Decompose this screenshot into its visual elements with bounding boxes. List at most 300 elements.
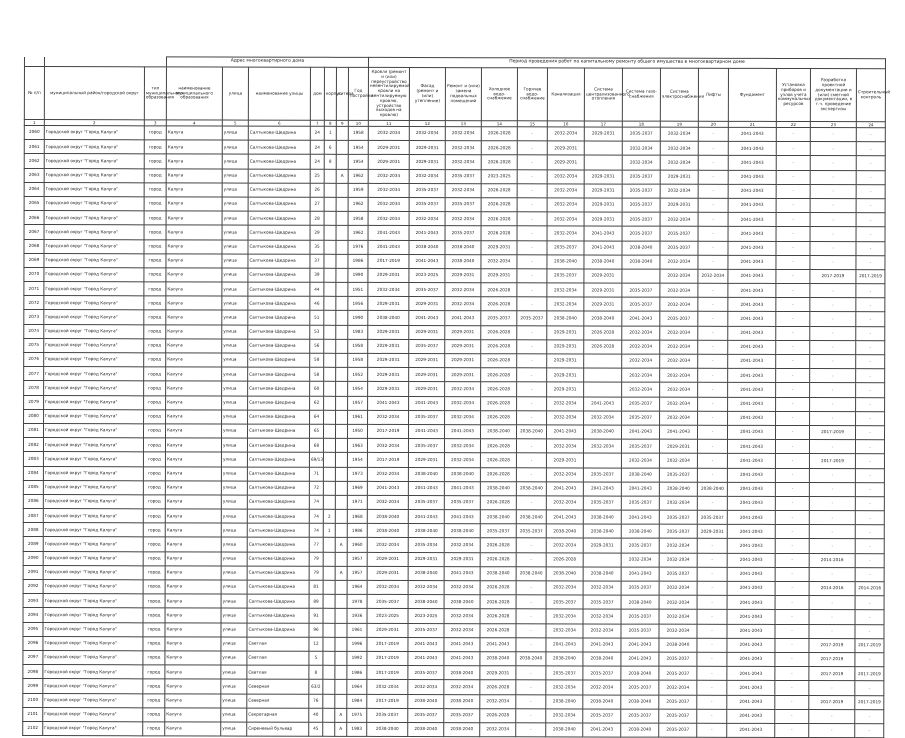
table-cell: 2032-2034	[546, 581, 583, 595]
table-cell: -	[698, 141, 728, 155]
table-cell: 96	[309, 623, 323, 637]
table-cell: 2038-2040	[584, 255, 622, 269]
column-header: Ремонт и (или) замена подвальных помещений	[445, 68, 481, 121]
table-cell: 2038-2040	[546, 567, 583, 581]
table-cell: город	[144, 254, 166, 268]
table-cell: -	[698, 184, 728, 198]
table-cell: город	[144, 282, 166, 296]
table-cell: 2029-2031	[584, 297, 622, 311]
table-cell	[335, 467, 347, 481]
table-cell: 2074	[24, 324, 44, 338]
table-cell: 2035-2037	[367, 708, 408, 722]
table-cell: 2035-2037	[621, 609, 659, 623]
table-cell: 2038-2040	[659, 482, 697, 496]
table-cell: 2029-2031	[660, 170, 698, 184]
table-cell: город	[144, 140, 166, 154]
table-cell: -	[517, 354, 547, 368]
table-cell	[324, 325, 336, 339]
table-cell: -	[517, 340, 547, 354]
table-cell: 1984	[347, 694, 367, 708]
table-cell	[323, 552, 335, 566]
table-cell: 35	[310, 240, 324, 254]
table-cell: А	[335, 538, 347, 552]
table-cell: 1958	[348, 339, 368, 353]
table-cell: 2035-2034	[408, 538, 444, 552]
table-cell: 2041-2043	[727, 581, 775, 595]
table-cell: 2064	[24, 182, 44, 196]
table-cell: 2041-2043	[546, 482, 583, 496]
table-cell: 12	[309, 637, 323, 651]
table-cell: 2032-2034	[368, 126, 409, 140]
table-cell: город	[144, 268, 166, 282]
table-cell: город	[144, 367, 166, 381]
table-cell: Северная	[247, 679, 309, 693]
column-header: № п/п	[24, 67, 44, 120]
table-cell	[323, 623, 335, 637]
table-cell: 2032-2034	[445, 410, 481, 424]
table-cell: Калуга	[166, 339, 222, 353]
table-cell: 1990	[348, 268, 368, 282]
column-number: 15	[517, 121, 547, 127]
table-cell: 2032-2034	[445, 396, 481, 410]
table-cell: 2038-2040	[621, 666, 659, 680]
table-cell: 1958	[348, 211, 368, 225]
table-cell: -	[856, 411, 885, 425]
table-cell: 2035-2037	[621, 624, 659, 638]
table-cell: улица	[221, 438, 247, 452]
table-cell: улица	[222, 268, 248, 282]
table-cell	[323, 580, 335, 594]
table-cell: 2095	[23, 622, 43, 636]
table-cell: -	[698, 425, 728, 439]
table-cell: 2032-2034	[368, 197, 409, 211]
table-cell: 2029-2031	[547, 155, 584, 169]
table-cell: город	[143, 438, 165, 452]
table-cell: -	[776, 213, 810, 227]
table-cell: 2078	[24, 381, 44, 395]
table-cell: город	[143, 551, 165, 565]
table-cell: Калуга	[165, 679, 221, 693]
table-cell: 2041-2043	[728, 227, 776, 241]
table-cell: 2080	[24, 409, 44, 423]
table-cell: город	[144, 126, 166, 140]
table-cell: 1958	[348, 126, 368, 140]
table-cell: 8	[324, 155, 336, 169]
table-cell: 2029-2031	[546, 453, 583, 467]
table-cell: Калуга	[166, 395, 222, 409]
table-cell: -	[697, 695, 727, 709]
table-cell: -	[775, 440, 809, 454]
table-cell: 71	[309, 467, 323, 481]
table-cell: 1958	[348, 353, 368, 367]
table-cell: Городской округ "Город Калуга"	[43, 693, 143, 707]
table-cell: 2063	[24, 168, 44, 182]
table-cell: улица	[222, 126, 248, 140]
table-cell: 53	[310, 325, 324, 339]
table-cell: -	[810, 198, 856, 212]
table-cell: улица	[222, 325, 248, 339]
table-cell: Калуга	[165, 551, 221, 565]
table-cell	[323, 453, 335, 467]
table-cell: 2041-2043	[445, 425, 481, 439]
table-cell: 2017-2019	[367, 453, 408, 467]
table-cell: 2032-2034	[408, 680, 444, 694]
table-cell: Калуга	[165, 523, 221, 537]
table-cell	[335, 453, 347, 467]
table-cell: 2029-2031	[584, 127, 622, 141]
table-cell: -	[776, 284, 810, 298]
table-cell: 1962	[348, 169, 368, 183]
table-cell: Городской округ "Город Калуга"	[44, 140, 144, 154]
table-cell	[336, 396, 348, 410]
table-cell: -	[810, 397, 856, 411]
table-cell	[324, 339, 336, 353]
table-cell: -	[776, 411, 810, 425]
column-header: Система электроснабжения	[660, 68, 698, 121]
table-cell: Калуга	[166, 367, 222, 381]
table-cell: 2026-2028	[481, 396, 517, 410]
table-cell	[323, 594, 335, 608]
table-cell: 2029-2031	[445, 368, 481, 382]
table-cell: 2035-2037	[367, 595, 408, 609]
table-cell: 2085	[23, 480, 43, 494]
table-cell: 25	[310, 169, 324, 183]
table-cell: 39	[310, 268, 324, 282]
table-cell: улица	[221, 509, 247, 523]
table-cell: 2035-2037	[547, 240, 584, 254]
table-cell: 2041-2043	[728, 255, 776, 269]
table-cell: 2038-2040	[583, 694, 621, 708]
table-cell: Городской округ "Город Калуга"	[44, 182, 144, 196]
table-cell: 1986	[347, 665, 367, 679]
table-cell: 2041-2043	[728, 142, 776, 156]
table-cell: -	[517, 226, 547, 240]
table-cell: 2038-2040	[408, 694, 444, 708]
table-cell: Калуга	[165, 708, 221, 722]
table-cell: Калуга	[165, 637, 221, 651]
table-cell: 2026-2028	[480, 623, 516, 637]
table-cell	[323, 665, 335, 679]
table-cell: улица	[222, 410, 248, 424]
table-cell: 2032-2034	[660, 368, 698, 382]
column-number: 9	[336, 120, 348, 126]
table-cell: -	[809, 525, 855, 539]
column-number: 5	[222, 120, 248, 126]
table-cell: 2032-2034	[445, 155, 481, 169]
table-cell: город	[143, 651, 165, 665]
table-cell: -	[775, 468, 809, 482]
table-cell: -	[698, 298, 728, 312]
table-cell: улица	[221, 552, 247, 566]
table-cell: Городской округ "Город Калуга"	[44, 225, 144, 239]
table-cell: 2038-2040	[516, 510, 546, 524]
table-cell: 2032-2034	[445, 382, 481, 396]
table-cell: -	[775, 482, 809, 496]
table-cell: 2086	[23, 494, 43, 508]
table-cell: Салтыкова-Щедрина	[247, 523, 309, 537]
table-cell: 2035-2037	[659, 666, 697, 680]
table-cell: -	[856, 156, 885, 170]
table-cell: -	[517, 141, 547, 155]
table-cell: 2038-2040	[621, 468, 659, 482]
table-cell: 2035-2037	[583, 496, 621, 510]
table-cell: -	[776, 198, 810, 212]
table-cell: 2087	[23, 509, 43, 523]
table-cell: улица	[221, 665, 247, 679]
table-cell: -	[856, 241, 885, 255]
table-cell: 2081	[24, 423, 44, 437]
table-cell: 2035-2037	[622, 397, 660, 411]
table-cell: 2032-2034	[546, 496, 583, 510]
table-cell: 77	[309, 538, 323, 552]
table-cell: Салтыкова-Щедрина	[248, 240, 310, 254]
table-cell: 2029-2031	[409, 155, 445, 169]
table-cell: 2032-2034	[547, 184, 584, 198]
table-cell	[584, 354, 622, 368]
table-cell: 2035-2037	[546, 666, 583, 680]
table-cell: город	[144, 381, 166, 395]
table-cell: 1986	[347, 524, 367, 538]
table-cell	[324, 240, 336, 254]
table-cell: -	[516, 595, 546, 609]
table-cell: -	[517, 411, 547, 425]
table-cell: 2032-2034	[409, 212, 445, 226]
table-cell: 2026-2028	[481, 183, 517, 197]
table-cell: 1959	[348, 183, 368, 197]
table-cell: -	[517, 184, 547, 198]
table-cell: 2017-2019	[367, 651, 408, 665]
table-cell: Городской округ "Город Калуга"	[44, 423, 144, 437]
table-cell: 2038-2040	[583, 652, 621, 666]
table-cell: Городской округ "Город Калуга"	[43, 721, 143, 735]
table-cell: Салтыкова-Щедрина	[247, 608, 309, 622]
table-cell: 2032-2034	[547, 283, 584, 297]
table-cell: 2029-2031	[367, 566, 408, 580]
table-cell: 2041-2043	[728, 383, 776, 397]
table-cell: -	[698, 127, 728, 141]
column-header: корпус	[324, 67, 336, 120]
table-cell: 2026-2028	[480, 453, 516, 467]
table-cell: 2035-2037	[659, 695, 697, 709]
table-cell: город	[143, 708, 165, 722]
table-cell: 2017-2019	[810, 425, 856, 439]
table-cell: 2068	[24, 239, 44, 253]
table-cell: 2017-2019	[809, 652, 855, 666]
column-number: 2	[44, 120, 144, 126]
table-cell: 2041-2043	[728, 170, 776, 184]
table-cell	[323, 722, 335, 736]
table-cell: 2032-2034	[660, 127, 698, 141]
table-cell: 2038-2040	[516, 567, 546, 581]
table-cell: 2038-2040	[367, 509, 408, 523]
table-cell: 2038-2040	[547, 255, 584, 269]
column-header: Строительный контроль	[856, 69, 885, 122]
table-cell: 2038-2040	[444, 722, 480, 736]
table-cell: -	[775, 539, 809, 553]
table-cell: 58	[310, 367, 324, 381]
table-cell: 2032-2034	[621, 453, 659, 467]
table-cell: -	[516, 496, 546, 510]
table-cell	[336, 226, 348, 240]
table-cell: -	[855, 724, 884, 738]
table-cell: Светлая	[247, 637, 309, 651]
table-cell: Калуга	[166, 168, 222, 182]
table-cell: -	[776, 184, 810, 198]
table-cell: 2041-2043	[444, 566, 480, 580]
table-cell: Городской округ "Город Калуга"	[43, 551, 143, 565]
table-cell: улица	[222, 154, 248, 168]
table-cell: Городской округ "Город Калуга"	[43, 622, 143, 636]
table-cell: Городской округ "Город Калуга"	[43, 679, 143, 693]
table-cell: 2038-2040	[546, 524, 583, 538]
table-cell: 1952	[348, 368, 368, 382]
table-cell: -	[697, 468, 727, 482]
table-cell: 2029-2031	[444, 552, 480, 566]
table-cell: 2076	[24, 353, 44, 367]
table-cell: город	[144, 183, 166, 197]
table-cell: Городской округ "Город Калуга"	[44, 126, 144, 140]
table-cell	[336, 126, 348, 140]
column-header: Лифты	[698, 68, 728, 121]
table-cell: 2038-2040	[444, 694, 480, 708]
table-cell: Калуга	[165, 665, 221, 679]
table-cell: 2026-2028	[481, 212, 517, 226]
table-cell: 2035-2037	[408, 439, 444, 453]
table-cell	[324, 396, 336, 410]
table-cell: -	[698, 212, 728, 226]
table-cell: -	[516, 453, 546, 467]
table-cell: -	[776, 227, 810, 241]
table-cell: 1990	[348, 311, 368, 325]
table-cell: -	[776, 170, 810, 184]
table-cell: Салтыкова-Щедрина	[248, 396, 310, 410]
table-cell	[323, 694, 335, 708]
table-cell: 2032-2034	[622, 354, 660, 368]
table-cell: 2041-2043	[727, 454, 775, 468]
table-cell: Калуга	[166, 197, 222, 211]
table-cell: А	[335, 722, 347, 736]
table-cell: -	[698, 198, 728, 212]
table-cell: 2029-2031	[547, 368, 584, 382]
table-cell: -	[697, 638, 727, 652]
table-cell: 1973	[347, 467, 367, 481]
table-cell: -	[517, 396, 547, 410]
period-group-header: Период проведения работ по капитальному ремонту общего имущества в многоквартирном доме	[368, 57, 885, 68]
column-number: 16	[547, 121, 584, 127]
table-cell: 2041-2043	[727, 652, 775, 666]
table-cell: -	[856, 312, 885, 326]
table-cell: улица	[222, 310, 248, 324]
table-cell: 2017-2019	[855, 667, 884, 681]
table-cell: Салтыкова-Щедрина	[247, 495, 309, 509]
table-cell: -	[517, 368, 547, 382]
table-cell: -	[698, 283, 728, 297]
table-cell: 2041-2043	[444, 481, 480, 495]
table-cell: улица	[221, 708, 247, 722]
table-cell	[324, 367, 336, 381]
table-cell: -	[810, 255, 856, 269]
table-cell: 2029-2031	[480, 666, 516, 680]
table-cell: -	[809, 496, 855, 510]
table-cell: 1954	[348, 382, 368, 396]
table-cell: 2062	[24, 154, 44, 168]
table-cell: 2032-2034	[444, 609, 480, 623]
table-cell: Городской округ "Город Калуга"	[43, 480, 143, 494]
column-number: 3	[144, 120, 166, 126]
table-cell: 2017-2019	[367, 637, 408, 651]
table-cell: Калуга	[165, 608, 221, 622]
table-cell: Городской округ "Город Калуга"	[44, 409, 144, 423]
table-cell: Калуга	[165, 452, 221, 466]
table-cell: 2038-2040	[408, 722, 444, 736]
table-cell: 2032-2034	[622, 340, 660, 354]
table-cell: 2035-2037	[583, 666, 621, 680]
table-cell: 2035-2037	[621, 581, 659, 595]
table-cell: 2032-2034	[546, 623, 583, 637]
table-cell: город	[143, 608, 165, 622]
table-cell: -	[856, 340, 885, 354]
table-cell: 2041-2043	[728, 198, 776, 212]
table-cell	[324, 282, 336, 296]
table-cell: 1978	[347, 595, 367, 609]
table-cell	[324, 197, 336, 211]
column-header: Холодное водо-снабжение	[481, 68, 517, 121]
table-cell: Салтыкова-Щедрина	[247, 594, 309, 608]
table-cell: 2032-2034	[547, 212, 584, 226]
table-cell: 2091	[23, 565, 43, 579]
table-cell: -	[810, 355, 856, 369]
table-cell: -	[856, 426, 885, 440]
table-cell: -	[810, 184, 856, 198]
table-cell: 2026-2028	[481, 283, 517, 297]
table-cell: 2038-2040	[659, 638, 697, 652]
table-cell: 2041-2043	[728, 326, 776, 340]
table-cell: 2038-2040	[368, 311, 409, 325]
table-cell: -	[809, 624, 855, 638]
table-cell	[336, 240, 348, 254]
table-cell: -	[698, 397, 728, 411]
column-header: Год постройки	[348, 67, 368, 120]
table-cell: 2035-2037	[660, 312, 698, 326]
table-cell: 2038-2040	[517, 425, 547, 439]
table-cell: улица	[221, 495, 247, 509]
table-cell: город	[143, 566, 165, 580]
table-cell: -	[810, 411, 856, 425]
table-cell: 1936	[347, 609, 367, 623]
table-cell: город	[143, 622, 165, 636]
table-cell: 2038-2040	[621, 723, 659, 737]
table-cell: 2032-2034	[547, 127, 584, 141]
table-cell: -	[856, 213, 885, 227]
column-header: Фасад (ремонт и (или) утепление)	[409, 68, 445, 121]
table-cell: 1969	[347, 481, 367, 495]
table-cell: -	[698, 170, 728, 184]
table-cell: -	[856, 170, 885, 184]
table-cell: -	[809, 482, 855, 496]
table-cell: 2032-2034	[660, 411, 698, 425]
table-cell: город	[143, 637, 165, 651]
table-cell: Салтыкова-Щедрина	[247, 566, 309, 580]
table-cell: 2029-2031	[408, 552, 444, 566]
table-cell: -	[855, 468, 884, 482]
table-cell: Городской округ "Город Калуга"	[44, 154, 144, 168]
table-cell: -	[697, 439, 727, 453]
table-cell: 2032-2034	[583, 624, 621, 638]
table-cell: 2041-2043	[727, 695, 775, 709]
table-cell: -	[697, 454, 727, 468]
table-cell: 44	[310, 282, 324, 296]
table-cell: -	[698, 368, 728, 382]
